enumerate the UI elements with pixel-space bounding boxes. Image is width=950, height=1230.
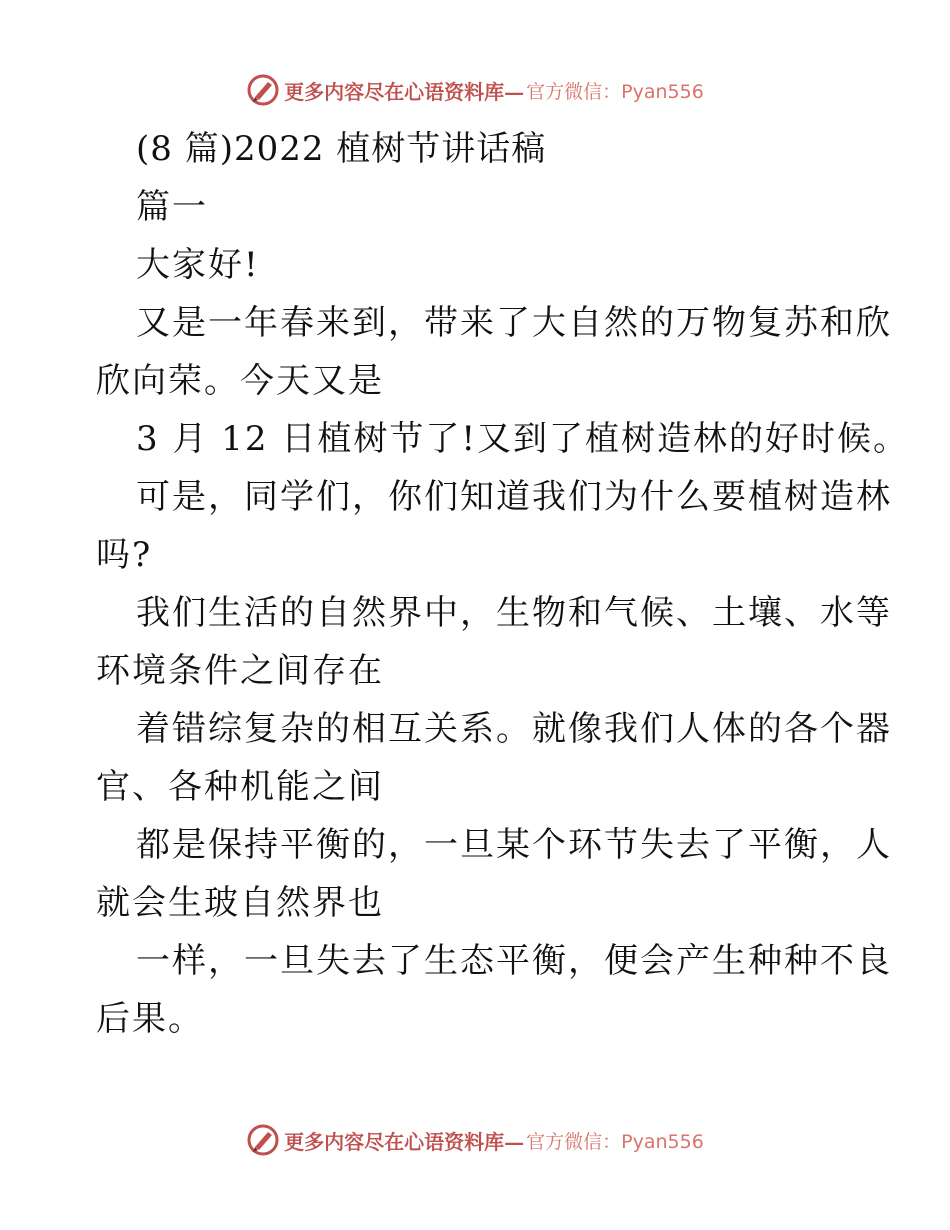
document-title: (8 篇)2022 植树节讲话稿 xyxy=(136,129,547,169)
banner-wechat: 官方微信：Pyan556 xyxy=(526,1130,704,1153)
paragraph-line: 环境条件之间存在 xyxy=(96,651,384,691)
paragraph-line: 一样，一旦失去了生态平衡，便会产生种种不良 xyxy=(136,941,892,981)
header-banner xyxy=(0,68,950,112)
paragraph-line: 官、各种机能之间 xyxy=(96,767,384,807)
document-body xyxy=(96,120,909,1048)
paragraph-line: 又是一年春来到，带来了大自然的万物复苏和欣 xyxy=(136,303,892,343)
paragraph-line: 我们生活的自然界中，生物和气候、土壤、水等 xyxy=(136,593,892,633)
paragraph-line: 后果。 xyxy=(96,999,204,1039)
paragraph-line: 着错综复杂的相互关系。就像我们人体的各个器 xyxy=(136,709,892,749)
paragraph-line: 都是保持平衡的，一旦某个环节失去了平衡，人 xyxy=(136,825,892,865)
pen-logo-icon xyxy=(246,73,280,107)
banner-wechat: 官方微信：Pyan556 xyxy=(526,80,704,103)
footer-banner xyxy=(0,1118,950,1162)
paragraph-line: 篇一 xyxy=(136,187,208,227)
pen-logo-icon xyxy=(246,1123,280,1157)
paragraph-line: 大家好! xyxy=(136,245,260,285)
paragraph-line: 欣向荣。今天又是 xyxy=(96,361,384,401)
paragraph-line: 吗? xyxy=(96,535,153,575)
banner-text: 更多内容尽在心语资料库— xyxy=(284,79,525,104)
paragraph-line: 就会生玻自然界也 xyxy=(96,883,384,923)
paragraph-line: 3 月 12 日植树节了!又到了植树造林的好时候。 xyxy=(136,419,909,459)
paragraph-line: 可是，同学们，你们知道我们为什么要植树造林 xyxy=(136,477,892,517)
banner-text: 更多内容尽在心语资料库— xyxy=(284,1129,525,1154)
